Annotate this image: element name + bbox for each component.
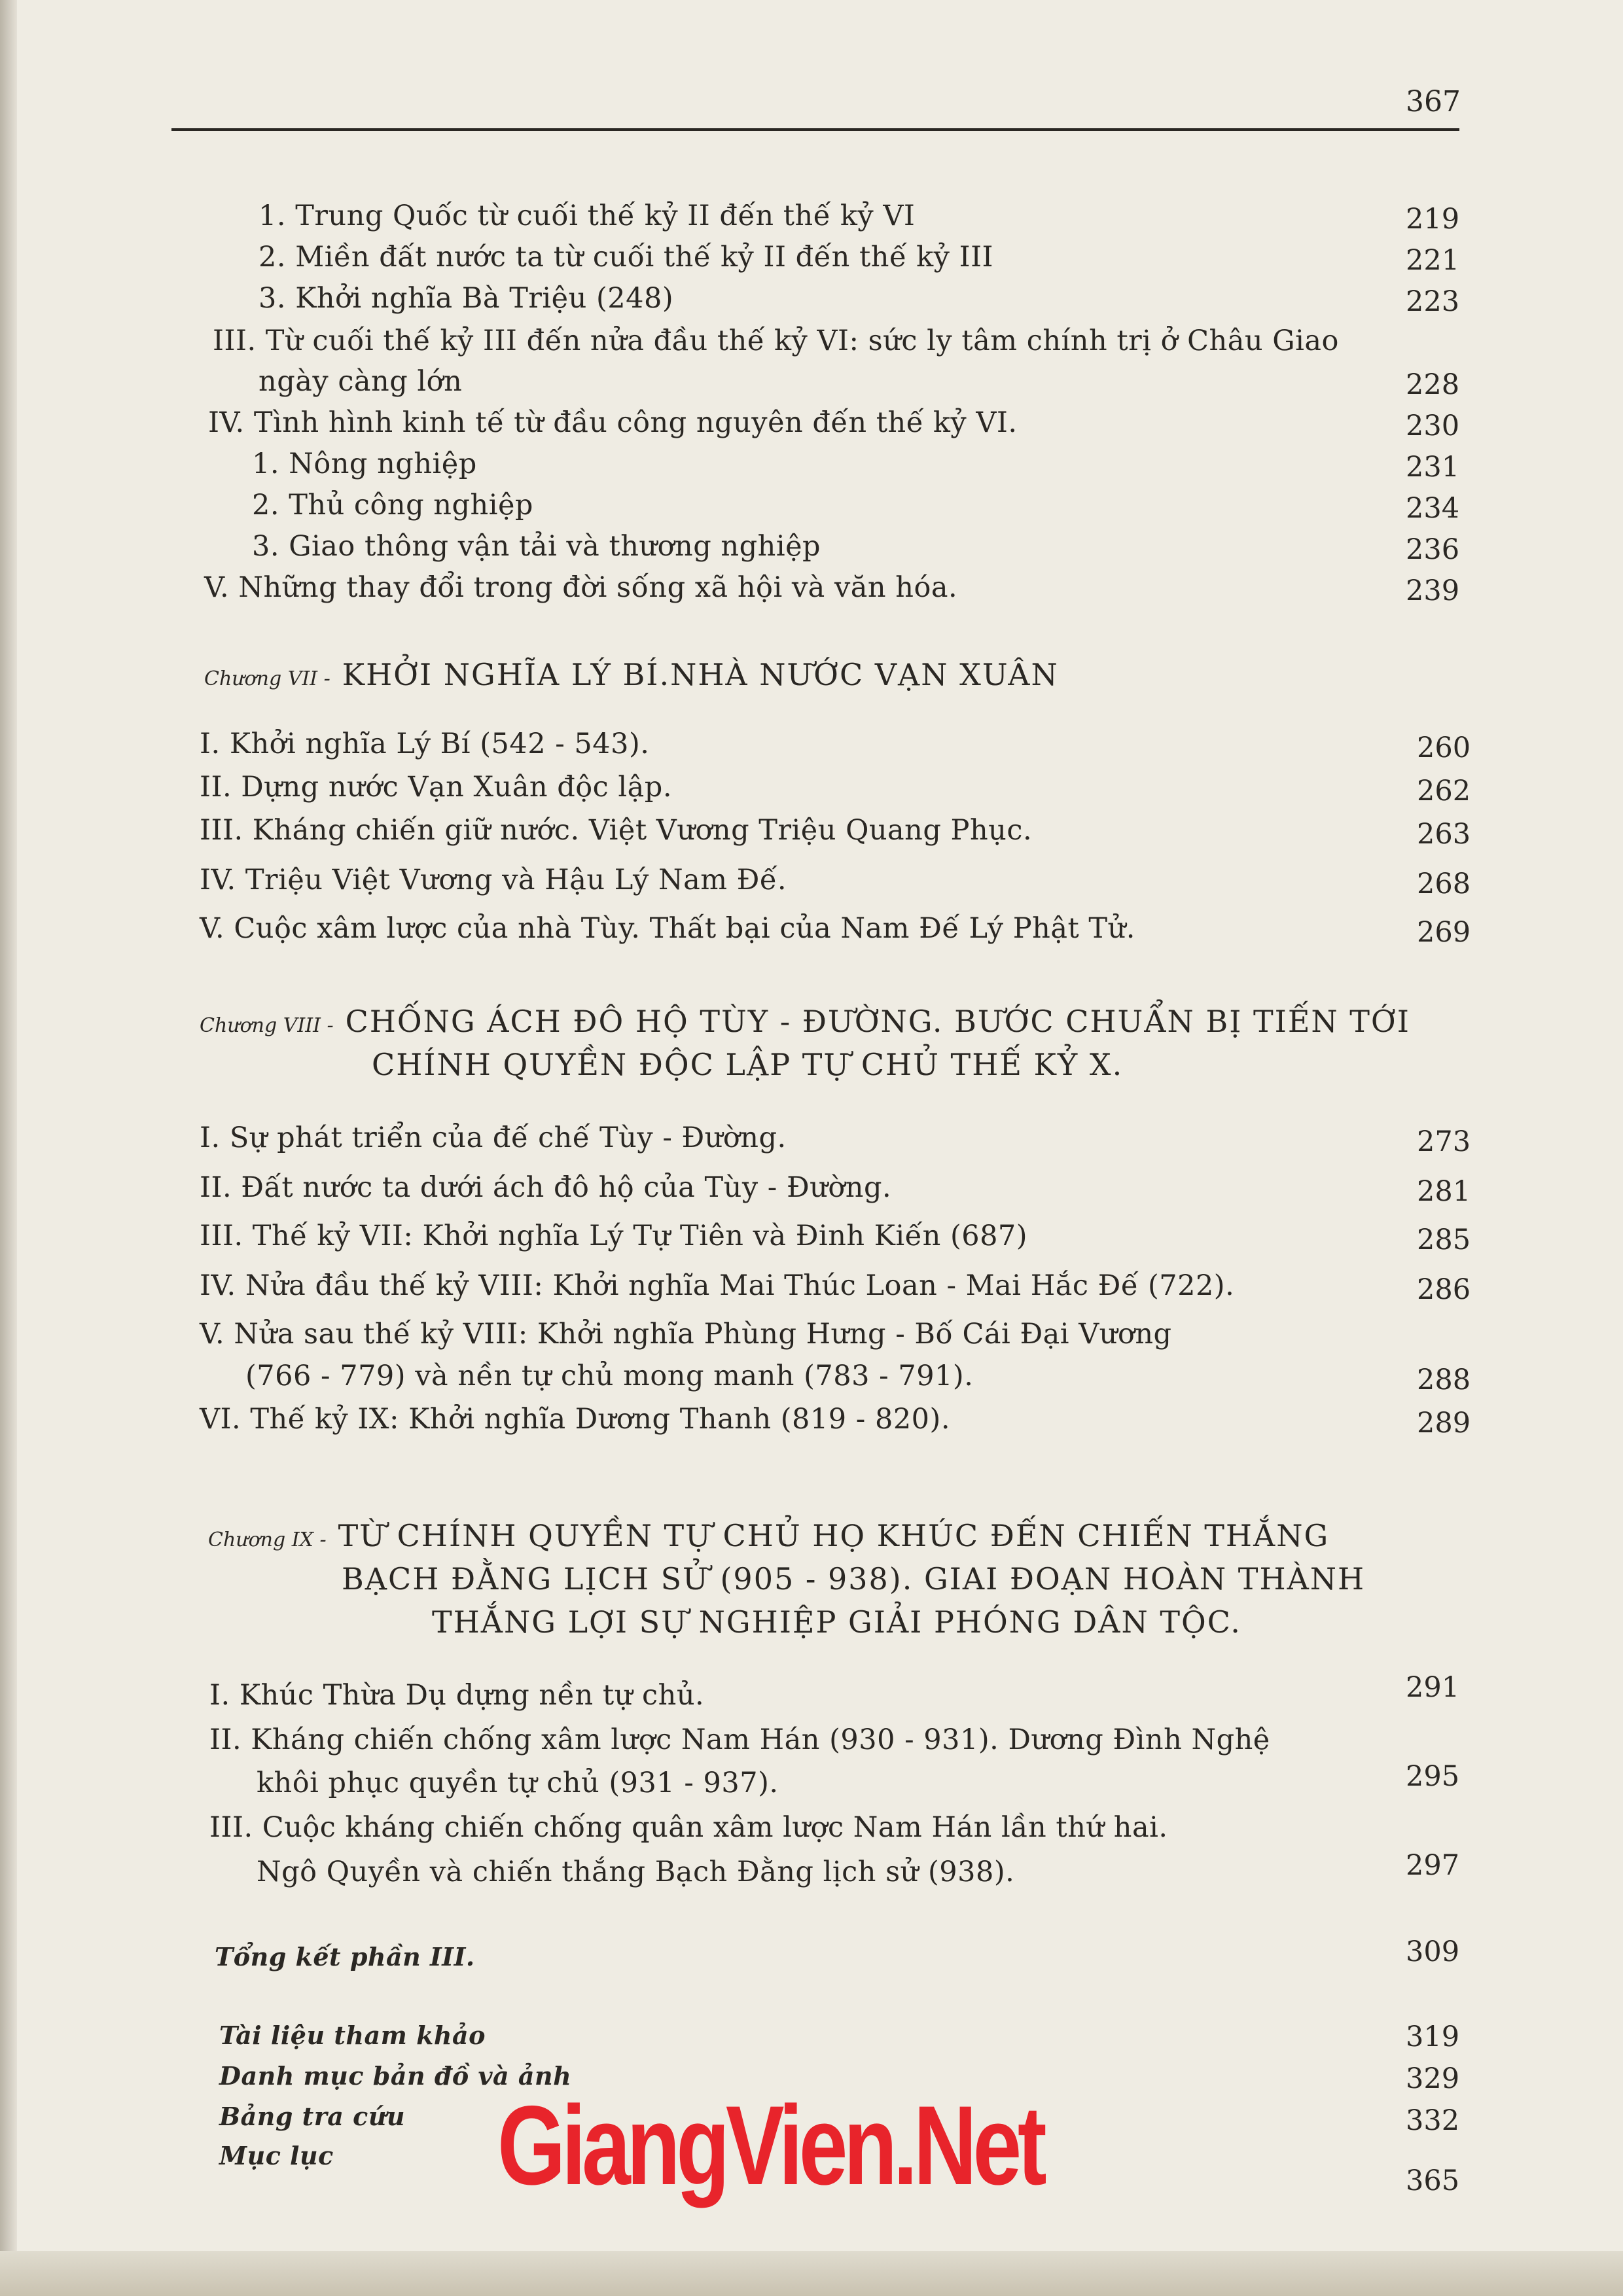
- toc-page: 228: [1406, 368, 1460, 401]
- chapter-heading: [204, 657, 1059, 692]
- toc-page: 295: [1406, 1760, 1460, 1793]
- chapter-label: Chương VII -: [204, 667, 330, 690]
- toc-page: 291: [1406, 1671, 1460, 1704]
- toc-entry: VI. Thế kỷ IX: Khởi nghĩa Dương Thanh (819 - 820).: [200, 1403, 950, 1436]
- toc-page: 273: [1417, 1125, 1471, 1158]
- toc-entry: (766 - 779) và nền tự chủ mong manh (783 - 791).: [245, 1360, 974, 1392]
- toc-page: 285: [1417, 1224, 1471, 1256]
- watermark-logo: GiangVien.Net: [497, 2083, 1043, 2208]
- toc-page: 365: [1406, 2164, 1460, 2197]
- toc-entry: 2. Thủ công nghiệp: [252, 489, 533, 521]
- toc-entry: V. Những thay đổi trong đời sống xã hội và văn hóa.: [204, 571, 958, 604]
- toc-entry: III. Thế kỷ VII: Khởi nghĩa Lý Tự Tiên và Đinh Kiến (687): [200, 1220, 1028, 1252]
- toc-entry: I. Khúc Thừa Dụ dựng nền tự chủ.: [209, 1679, 705, 1712]
- page-bottom-edge: [0, 2251, 1623, 2296]
- toc-page: 263: [1417, 818, 1471, 851]
- page-number: 367: [1406, 85, 1461, 118]
- toc-page: 268: [1417, 868, 1471, 900]
- chapter-label: Chương IX -: [208, 1528, 327, 1551]
- toc-entry: III. Từ cuối thế kỷ III đến nửa đầu thế kỷ VI: sức ly tâm chính trị ở Châu Giao: [213, 325, 1339, 357]
- toc-page: 286: [1417, 1273, 1471, 1306]
- toc-page: 239: [1406, 574, 1460, 607]
- chapter-title: TỪ CHÍNH QUYỀN TỰ CHỦ HỌ KHÚC ĐẾN CHIẾN THẮNG: [338, 1518, 1330, 1553]
- toc-page: 288: [1417, 1364, 1471, 1396]
- toc-entry: IV. Triệu Việt Vương và Hậu Lý Nam Đế.: [200, 864, 787, 896]
- chapter-heading: [200, 1004, 1410, 1039]
- toc-entry: II. Dựng nước Vạn Xuân độc lập.: [200, 771, 672, 804]
- toc-entry: I. Sự phát triển của đế chế Tùy - Đường.: [200, 1122, 787, 1154]
- toc-entry: 3. Giao thông vận tải và thương nghiệp: [252, 530, 821, 563]
- toc-entry: khôi phục quyền tự chủ (931 - 937).: [257, 1767, 779, 1799]
- back-matter-entry: Bảng tra cứu: [219, 2102, 405, 2131]
- header-rule: [171, 128, 1459, 131]
- toc-entry: III. Kháng chiến giữ nước. Việt Vương Triệu Quang Phục.: [200, 814, 1033, 847]
- toc-entry: 1. Trung Quốc từ cuối thế kỷ II đến thế kỷ VI: [259, 200, 916, 232]
- toc-page: 297: [1406, 1849, 1460, 1882]
- toc-page: 309: [1406, 1935, 1460, 1968]
- back-matter-entry: Danh mục bản đồ và ảnh: [219, 2061, 572, 2091]
- toc-entry: III. Cuộc kháng chiến chống quân xâm lược Nam Hán lần thứ hai.: [209, 1811, 1168, 1844]
- chapter-title-line: CHÍNH QUYỀN ĐỘC LẬP TỰ CHỦ THẾ KỶ X.: [372, 1047, 1124, 1082]
- toc-entry: 3. Khởi nghĩa Bà Triệu (248): [259, 282, 674, 315]
- toc-entry: 2. Miền đất nước ta từ cuối thế kỷ II đến thế kỷ III: [259, 241, 994, 274]
- toc-page: 262: [1417, 775, 1471, 807]
- toc-page: 319: [1406, 2021, 1460, 2053]
- toc-entry: IV. Nửa đầu thế kỷ VIII: Khởi nghĩa Mai Thúc Loan - Mai Hắc Đế (722).: [200, 1269, 1235, 1302]
- back-matter-entry: Tài liệu tham khảo: [219, 2021, 486, 2050]
- toc-entry: 1. Nông nghiệp: [252, 448, 477, 480]
- chapter-title-line: BẠCH ĐẰNG LỊCH SỬ (905 - 938). GIAI ĐOẠN HOÀN THÀNH: [342, 1561, 1366, 1597]
- toc-page: 281: [1417, 1175, 1471, 1208]
- chapter-title-line: THẮNG LỢI SỰ NGHIỆP GIẢI PHÓNG DÂN TỘC.: [432, 1604, 1241, 1640]
- back-matter-entry: Mục lục: [219, 2141, 334, 2170]
- toc-entry: V. Nửa sau thế kỷ VIII: Khởi nghĩa Phùng Hưng - Bố Cái Đại Vương: [200, 1318, 1172, 1351]
- chapter-title: CHỐNG ÁCH ĐÔ HỘ TÙY - ĐƯỜNG. BƯỚC CHUẨN BỊ TIẾN TỚI: [345, 1004, 1410, 1039]
- toc-entry: II. Đất nước ta dưới ách đô hộ của Tùy - Đường.: [200, 1171, 892, 1204]
- toc-page: 221: [1406, 244, 1460, 277]
- chapter-label: Chương VIII -: [200, 1014, 334, 1037]
- toc-entry: ngày càng lớn: [259, 365, 463, 398]
- toc-page: 231: [1406, 451, 1460, 484]
- toc-entry: IV. Tình hình kinh tế từ đầu công nguyên đến thế kỷ VI.: [208, 406, 1018, 439]
- back-matter-entry: Tổng kết phần III.: [215, 1942, 475, 1971]
- chapter-title: KHỞI NGHĨA LÝ BÍ.NHÀ NƯỚC VẠN XUÂN: [342, 657, 1059, 692]
- toc-page: 230: [1406, 410, 1460, 442]
- toc-entry: Ngô Quyền và chiến thắng Bạch Đằng lịch sử (938).: [257, 1856, 1015, 1888]
- chapter-heading: [208, 1518, 1329, 1553]
- toc-page: 236: [1406, 533, 1460, 566]
- toc-page: 223: [1406, 285, 1460, 318]
- toc-page: 289: [1417, 1407, 1471, 1439]
- toc-entry: I. Khởi nghĩa Lý Bí (542 - 543).: [200, 728, 650, 760]
- toc-page: 332: [1406, 2104, 1460, 2137]
- toc-page: 234: [1406, 492, 1460, 525]
- toc-page: 269: [1417, 916, 1471, 949]
- toc-entry: II. Kháng chiến chống xâm lược Nam Hán (930 - 931). Dương Đình Nghệ: [209, 1723, 1270, 1756]
- toc-entry: V. Cuộc xâm lược của nhà Tùy. Thất bại của Nam Đế Lý Phật Tử.: [200, 912, 1135, 945]
- toc-page: 260: [1417, 732, 1471, 764]
- toc-page: 329: [1406, 2062, 1460, 2095]
- toc-page: 219: [1406, 203, 1460, 236]
- page-edge: [0, 0, 17, 2296]
